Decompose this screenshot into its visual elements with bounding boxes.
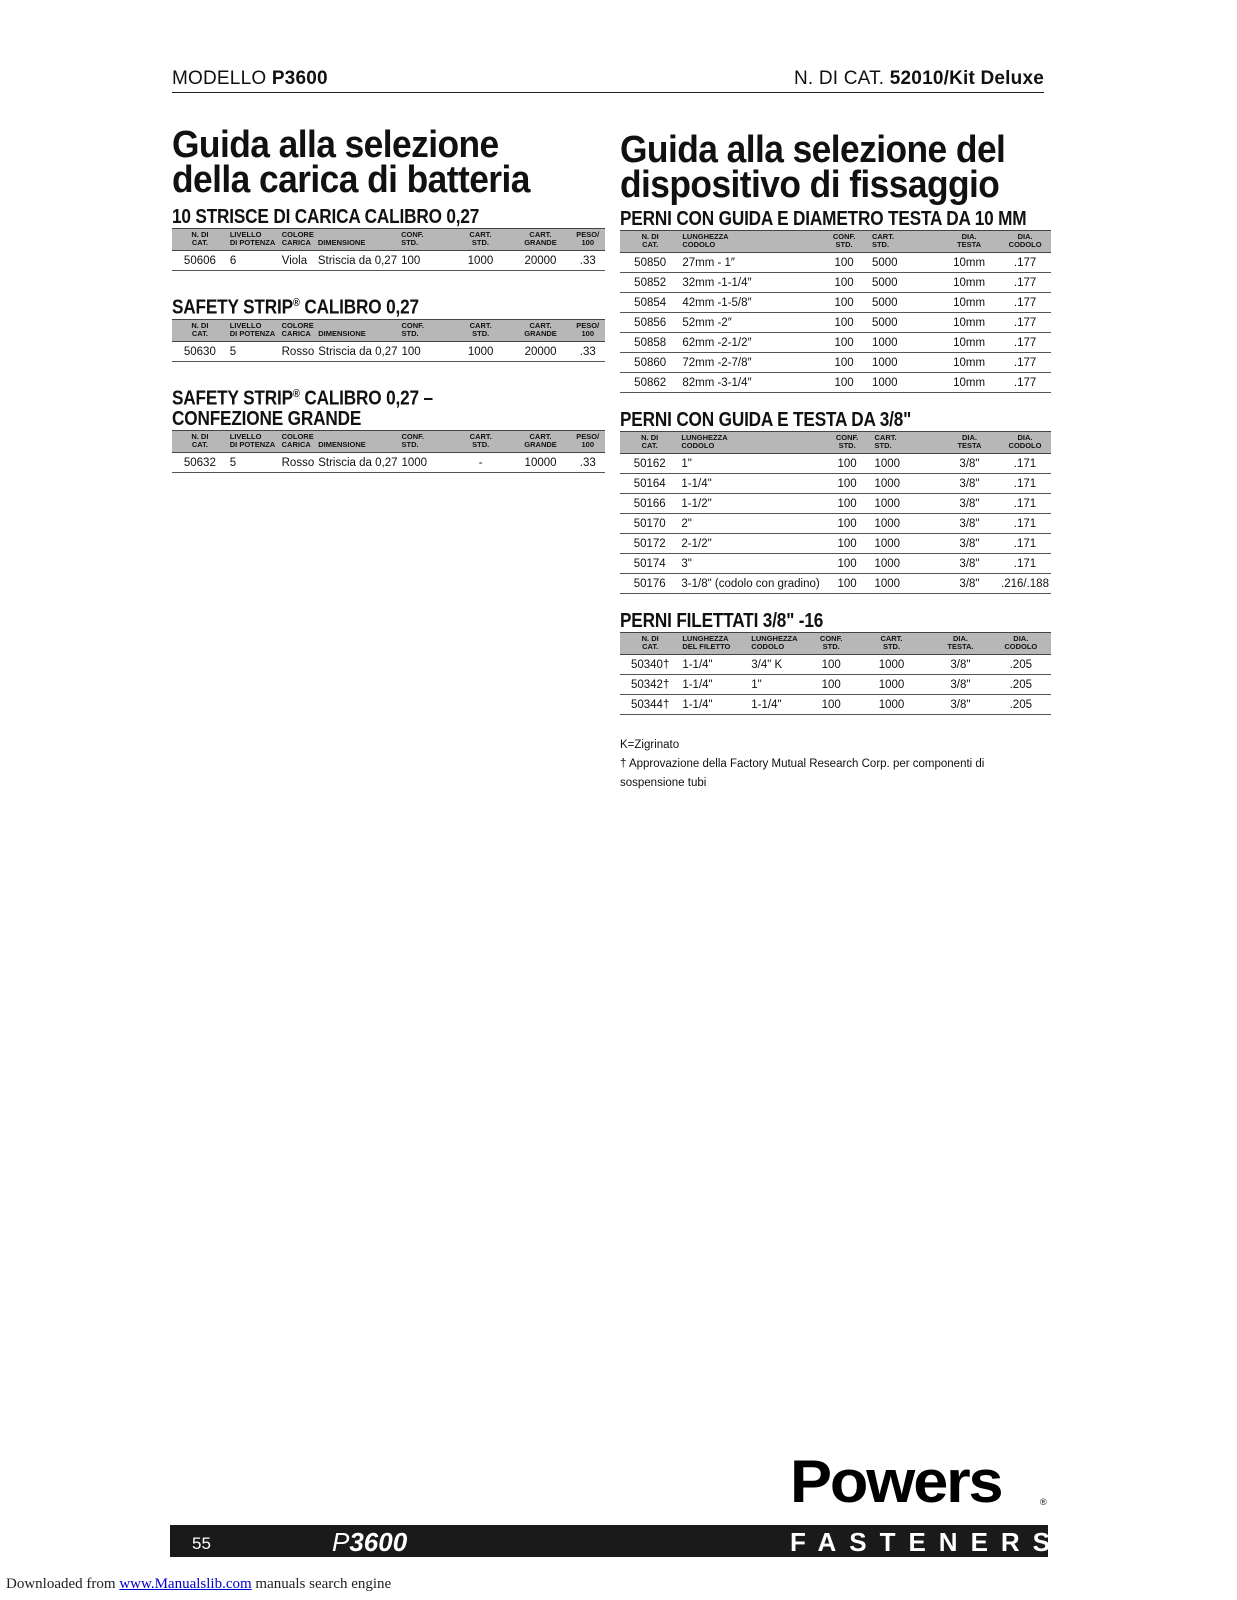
table-cell: 10mm [939,373,999,393]
table-cell: .177 [999,273,1051,293]
table-cell: 10mm [939,353,999,373]
table-cell: 1-1/4" [680,675,749,695]
column-header: COLORE CARICA [280,431,317,453]
table-cell: 100 [822,534,873,554]
header-catalog [794,68,1044,90]
table-cell: .205 [991,695,1051,715]
table-cell: 50862 [620,373,680,393]
charge-selection-column [172,124,605,473]
section-title: SAFETY STRIP® CALIBRO 0,27 [172,296,419,319]
table-cell: 6 [228,251,280,271]
table-cell: 5 [228,341,280,361]
table-cell: .205 [991,675,1051,695]
table-cell: 50340† [620,655,680,675]
column-header: N. DI CAT. [172,431,228,453]
table-cell: .171 [999,514,1051,534]
table-cell: 100 [822,494,873,514]
download-notice: Downloaded from www.Manualslib.com manuals search engine [6,1576,392,1592]
logo-registered-mark: ® [1040,1497,1047,1507]
table-row [620,273,1051,293]
column-header: N. DI CAT. [172,319,228,341]
table-cell: 50630 [172,341,228,361]
table-cell: 50860 [620,353,680,373]
table-cell: 100 [818,353,870,373]
table-cell: 50858 [620,333,680,353]
charge-table-1 [172,228,605,271]
column-header: PESO/ 100 [571,431,605,453]
table-cell: Viola [280,251,316,271]
page-number: 55 [192,1534,211,1553]
table-cell: Striscia da 0,27 [316,453,399,473]
table-cell: 3/8" [940,534,999,554]
column-header: CONF. STD. [818,231,870,253]
table-cell: 100 [818,333,870,353]
table-cell: 20000 [510,251,570,271]
table-row [620,574,1051,594]
table-cell: 50606 [172,251,228,271]
table-cell: - [451,453,511,473]
logo-fasteners-text: FASTENERS [790,1527,1064,1557]
section-title: PERNI CON GUIDA E DIAMETRO TESTA DA 10 MM [620,208,1027,230]
column-header: DIA. CODOLO [991,633,1051,655]
section-title: PERNI CON GUIDA E TESTA DA 3/8" [620,409,912,431]
table-row [172,251,605,271]
column-header: DIMENSIONE [316,319,399,341]
column-header: CART. STD. [451,431,511,453]
table-cell: 50174 [620,554,679,574]
table-row [620,675,1051,695]
table-cell: 5000 [870,253,939,273]
table-cell: 1000 [870,353,939,373]
column-header: DIA. TESTA. [930,633,990,655]
table-cell: .216/.188 [999,574,1051,594]
table-cell: 20000 [511,341,571,361]
column-header: CART. STD. [853,633,931,655]
table-cell: 3/8" [940,574,999,594]
column-header: LUNGHEZZA CODOLO [679,432,821,454]
column-header: N. DI CAT. [172,229,228,251]
column-header: DIA. TESTA [939,231,999,253]
table-cell: 50176 [620,574,679,594]
table-cell: 100 [822,574,873,594]
table-cell: 1000 [853,695,931,715]
fastener-guide-title: Guida alla selezione del dispositivo di fissaggio [620,129,1006,206]
table-cell: 1000 [451,341,511,361]
section-title: 10 STRISCE DI CARICA CALIBRO 0,27 [172,206,480,228]
column-header: CART. STD. [450,229,510,251]
table-cell: 1000 [450,251,510,271]
table-cell: .33 [571,251,606,271]
table-cell: 1" [679,454,821,474]
table-cell: 100 [810,675,853,695]
column-header: LIVELLO DI POTENZA [228,319,280,341]
table-cell: 3/8" [940,454,999,474]
note-knurled: K=Zigrinato [620,739,680,751]
table-cell: 100 [822,454,873,474]
table-cell: 1-1/2" [679,494,821,514]
column-header: CART. STD. [870,231,939,253]
table-cell: 42mm -1-5/8″ [680,293,818,313]
table-cell: 1000 [872,494,939,514]
column-header: CART. GRANDE [511,431,571,453]
column-header: DIMENSIONE [316,431,399,453]
table-cell: 1000 [872,574,939,594]
table-row [620,313,1051,333]
table-cell: 3" [679,554,821,574]
table-cell: 10mm [939,273,999,293]
table-cell: 1000 [872,534,939,554]
table-cell: 50850 [620,253,680,273]
table-cell: .177 [999,373,1051,393]
table-cell: .171 [999,554,1051,574]
table-row [620,494,1051,514]
table-cell: 62mm -2-1/2″ [680,333,818,353]
table-cell: 82mm -3-1/4″ [680,373,818,393]
table-cell: .171 [999,494,1051,514]
table-cell: 100 [818,373,870,393]
table-cell: 3/8" [940,514,999,534]
table-cell: 3/8" [930,675,990,695]
charge-guide-title: Guida alla selezione della carica di batteria [172,124,530,201]
column-header: N. DI CAT. [620,633,680,655]
table-cell: 100 [810,695,853,715]
table-cell: 100 [400,341,451,361]
footer-model: P3600 [332,1527,408,1557]
table-cell: 1-1/4" [680,695,749,715]
table-cell: .33 [571,341,605,361]
header-model-value: P3600 [271,68,328,89]
table-cell: 100 [399,251,450,271]
table-cell: 1000 [870,373,939,393]
table-row [620,474,1051,494]
fastener-table-threaded [620,632,1051,715]
table-cell: 3-1/8" (codolo con gradino) [679,574,821,594]
column-header: N. DI CAT. [620,432,679,454]
table-cell: 10000 [511,453,571,473]
column-header: LUNGHEZZA CODOLO [749,633,809,655]
powers-logo: Powers [790,1448,1002,1515]
table-cell: 3/8" [930,655,990,675]
table-cell: 1-1/4" [680,655,749,675]
column-header: COLORE CARICA [280,319,317,341]
table-cell: 50164 [620,474,679,494]
charge-table-3 [172,430,605,473]
table-cell: .177 [999,293,1051,313]
table-row [620,454,1051,474]
table-cell: 52mm -2″ [680,313,818,333]
column-header: DIA. TESTA [940,432,999,454]
table-row [620,293,1051,313]
column-header: N. DI CAT. [620,231,680,253]
table-cell: 3/4" K [749,655,809,675]
table-cell: Rosso [280,341,317,361]
table-cell: Striscia da 0,27 [316,341,399,361]
header-model [172,68,328,90]
table-cell: .171 [999,454,1051,474]
table-cell: 1000 [853,655,931,675]
table-row [620,373,1051,393]
table-cell: 10mm [939,253,999,273]
column-header: CONF. STD. [400,431,451,453]
table-cell: 5000 [870,313,939,333]
column-header: CONF. STD. [399,229,450,251]
section-title: PERNI FILETTATI 3/8" -16 [620,610,824,632]
table-cell: 100 [818,253,870,273]
fastener-selection-column [620,129,1051,793]
header-catalog-label: N. DI CAT. [793,68,885,89]
table-row [620,253,1051,273]
fastener-table-10mm [620,230,1051,393]
table-cell: 10mm [939,333,999,353]
table-cell: 100 [822,554,873,574]
column-header: PESO/ 100 [571,229,606,251]
column-header: LIVELLO DI POTENZA [228,229,280,251]
note-approval: † Approvazione della Factory Mutual Research Corp. per componenti di sospensione tubi [620,758,985,789]
table-cell: 5 [228,453,280,473]
column-header: CONF. STD. [822,432,873,454]
table-cell: 1-1/4" [749,695,809,715]
column-header: LIVELLO DI POTENZA [228,431,280,453]
column-header: CART. STD. [451,319,511,341]
column-header: LUNGHEZZA CODOLO [680,231,818,253]
table-cell: 1000 [400,453,451,473]
table-cell: 50162 [620,454,679,474]
table-cell: 50166 [620,494,679,514]
column-header: DIA. CODOLO [999,231,1051,253]
table-cell: .177 [999,353,1051,373]
table-row [620,554,1051,574]
table-row [172,341,605,361]
table-cell: 10mm [939,293,999,313]
table-cell: 100 [822,474,873,494]
table-cell: 100 [810,655,853,675]
column-header: LUNGHEZZA DEL FILETTO [680,633,749,655]
table-cell: 5000 [870,273,939,293]
table-cell: .171 [999,534,1051,554]
section-title: SAFETY STRIP® CALIBRO 0,27 – CONFEZIONE GRANDE [172,387,433,431]
table-cell: 5000 [870,293,939,313]
table-cell: 1000 [872,454,939,474]
table-cell: 3/8" [940,494,999,514]
table-row [620,655,1051,675]
table-cell: Striscia da 0,27 [316,251,399,271]
column-header: CONF. STD. [810,633,853,655]
fastener-table-3-8 [620,431,1051,594]
table-cell: .205 [991,655,1051,675]
header-divider [172,92,1044,93]
manualslib-link[interactable]: www.Manualslib.com [119,1576,252,1592]
table-cell: .171 [999,474,1051,494]
table-cell: 50854 [620,293,680,313]
table-row [620,333,1051,353]
table-cell: 100 [818,313,870,333]
column-header: PESO/ 100 [571,319,605,341]
table-cell: 1000 [872,474,939,494]
table-cell: .177 [999,253,1051,273]
header-model-label: MODELLO [172,68,267,89]
header-catalog-value: 52010/Kit Deluxe [889,68,1044,89]
table-cell: 27mm - 1″ [680,253,818,273]
table-cell: 1000 [870,333,939,353]
table-cell: 2" [679,514,821,534]
table-cell: 32mm -1-1/4″ [680,273,818,293]
table-cell: 100 [818,293,870,313]
table-cell: 10mm [939,313,999,333]
table-cell: .177 [999,333,1051,353]
table-cell: .33 [571,453,605,473]
table-cell: 1-1/4" [679,474,821,494]
column-header: CART. GRANDE [510,229,570,251]
column-header: CONF. STD. [400,319,451,341]
table-cell: 50632 [172,453,228,473]
table-row [172,453,605,473]
table-row [620,695,1051,715]
charge-table-2 [172,319,605,362]
table-cell: 3/8" [930,695,990,715]
table-cell: 1000 [872,514,939,534]
table-cell: 100 [818,273,870,293]
table-cell: Rosso [280,453,317,473]
table-row [620,353,1051,373]
table-row [620,514,1051,534]
table-cell: 50172 [620,534,679,554]
table-cell: 50170 [620,514,679,534]
table-cell: 50342† [620,675,680,695]
table-cell: 1000 [872,554,939,574]
table-cell: 50852 [620,273,680,293]
table-cell: 1000 [853,675,931,695]
table-cell: 1" [749,675,809,695]
table-row [620,534,1051,554]
column-header: CART. STD. [872,432,939,454]
table-cell: .177 [999,313,1051,333]
column-header: DIMENSIONE [316,229,399,251]
column-header: DIA. CODOLO [999,432,1051,454]
table-cell: 3/8" [940,554,999,574]
column-header: COLORE CARICA [280,229,316,251]
table-cell: 100 [822,514,873,534]
table-cell: 3/8" [940,474,999,494]
table-cell: 50856 [620,313,680,333]
column-header: CART. GRANDE [511,319,571,341]
table-cell: 2-1/2" [679,534,821,554]
table-cell: 72mm -2-7/8″ [680,353,818,373]
table-cell: 50344† [620,695,680,715]
